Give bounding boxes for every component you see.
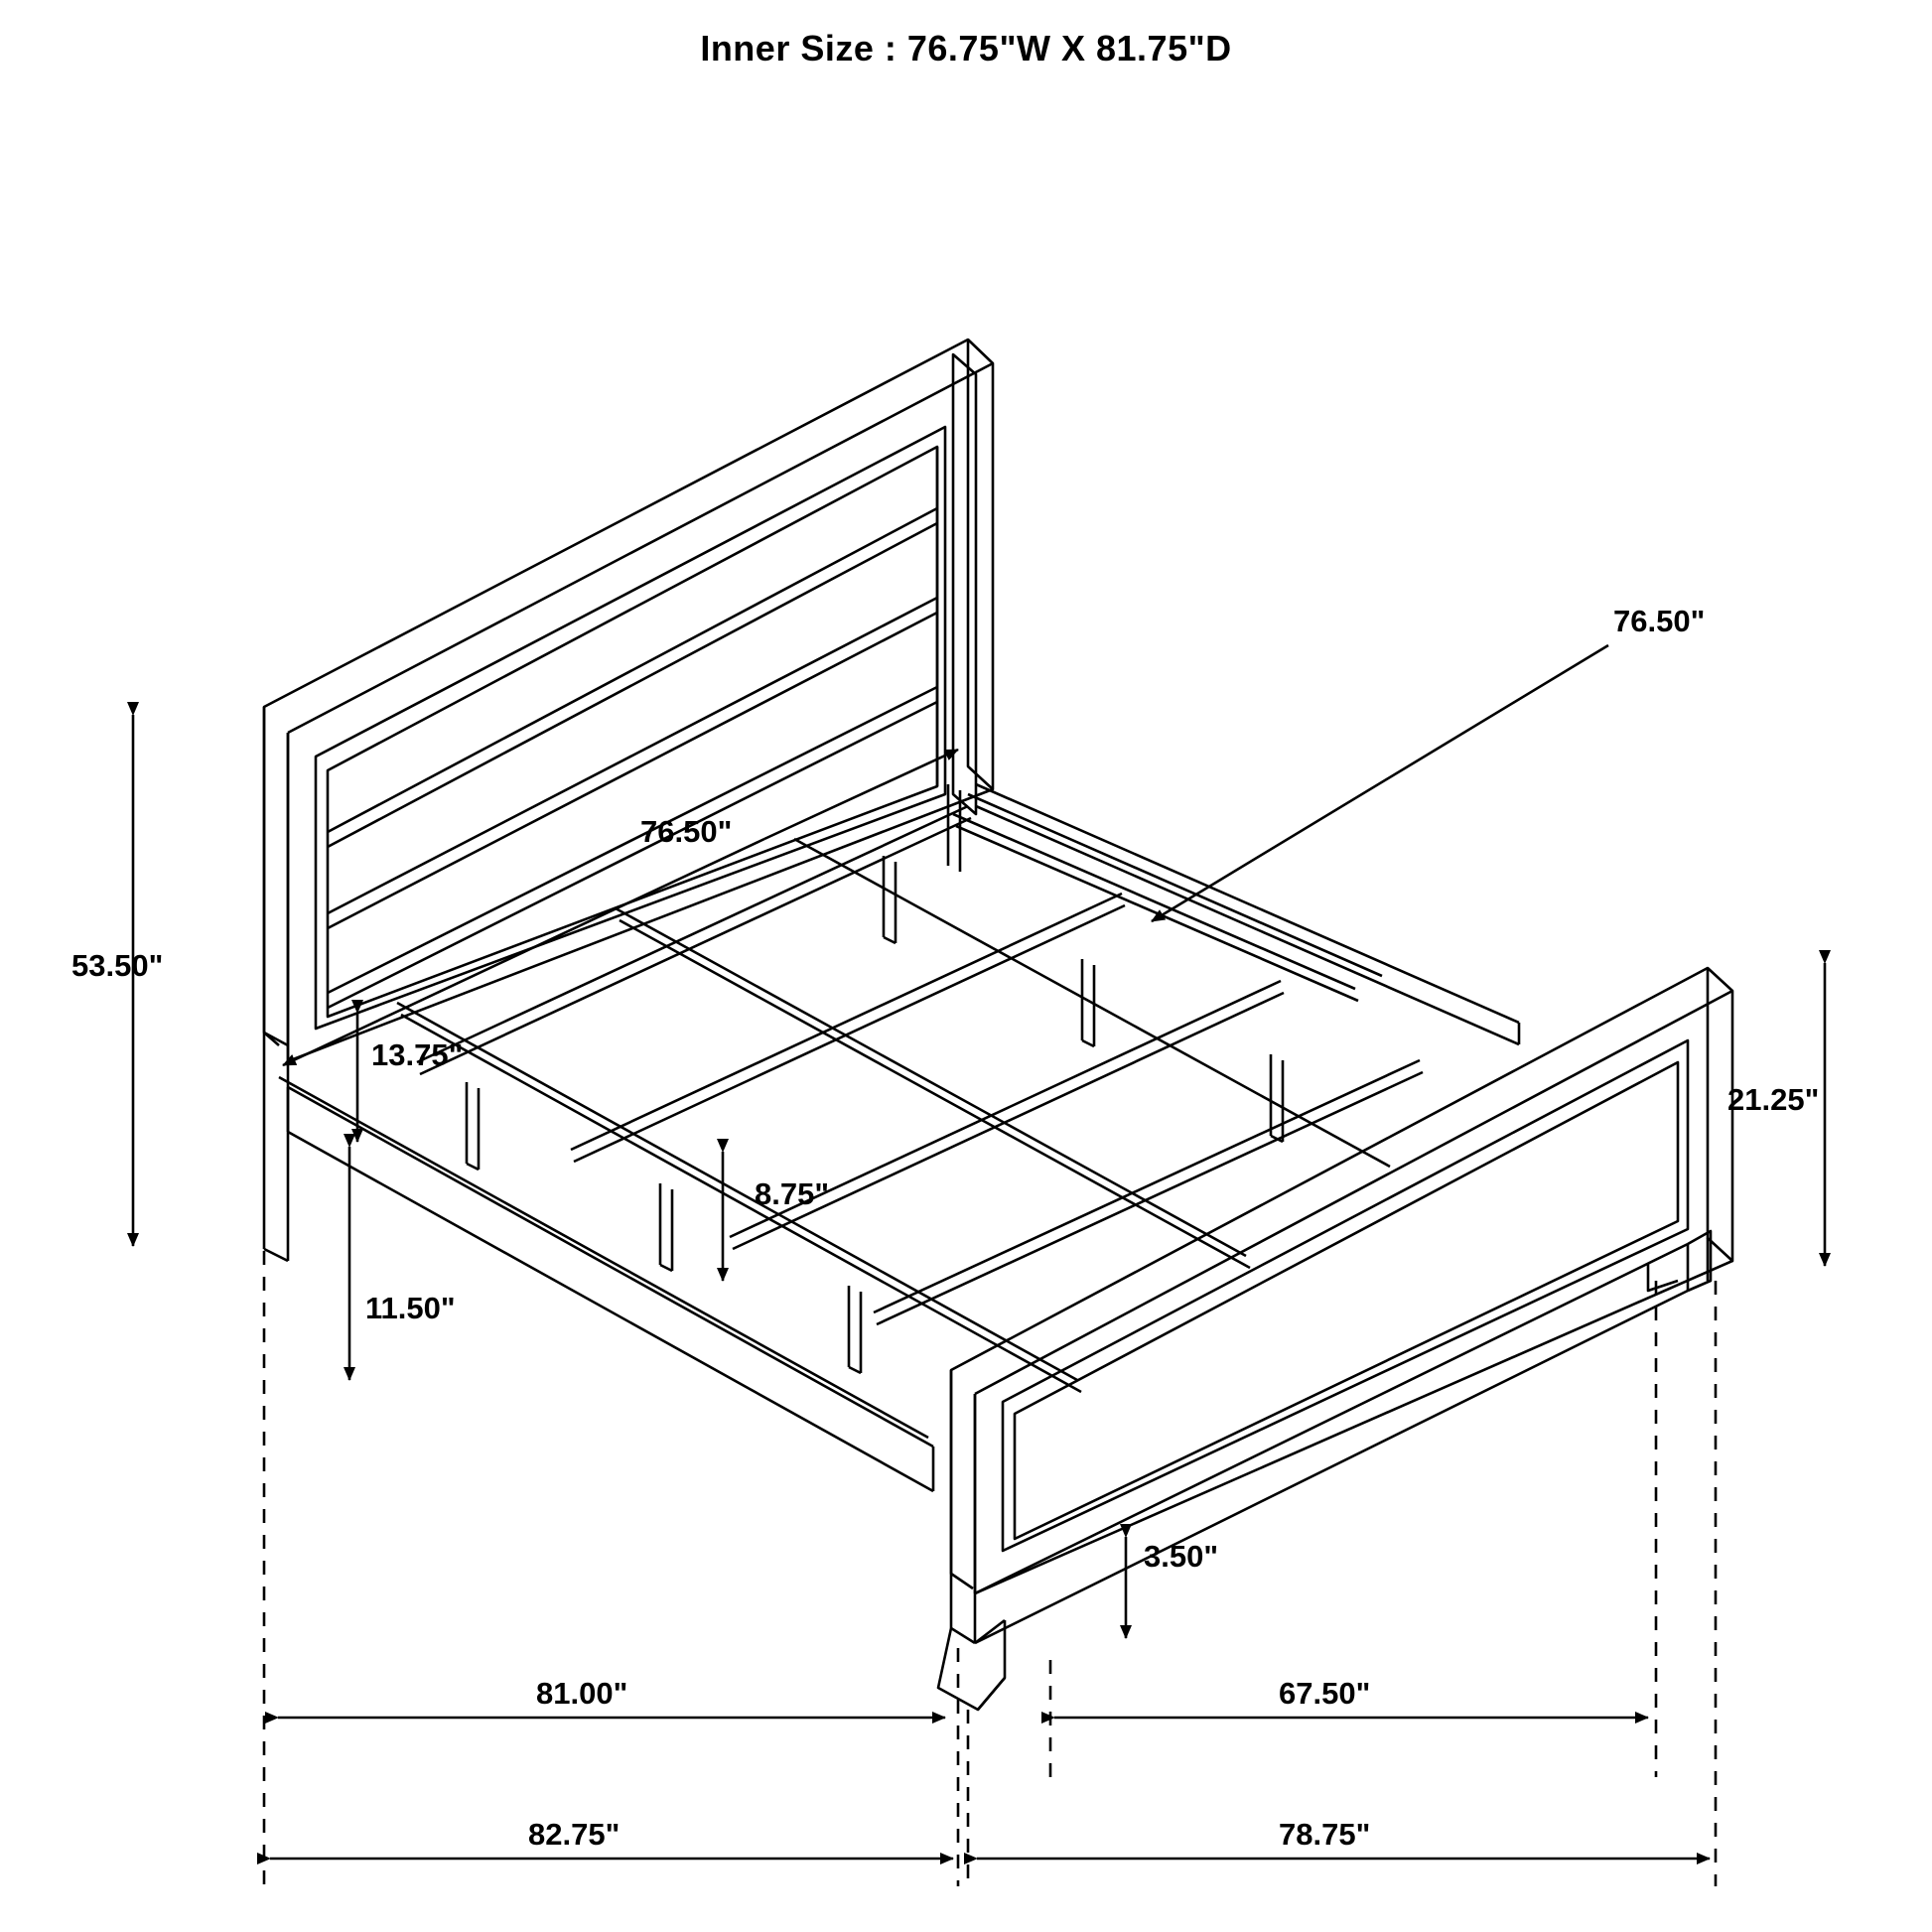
dimension-label-inner-width-leader: 76.50" xyxy=(1613,604,1706,638)
bed-geometry xyxy=(264,340,1732,1710)
dimension-lines xyxy=(133,645,1825,1886)
dimension-label-headboard-height: 53.50" xyxy=(71,948,164,983)
dimension-label-length-inner: 81.00" xyxy=(536,1676,628,1711)
dimension-label-footboard-clearance: 3.50" xyxy=(1144,1539,1219,1574)
dimension-label-footboard-inner: 67.50" xyxy=(1279,1676,1371,1711)
dimension-label-inner-width-top: 76.50" xyxy=(640,814,733,849)
dimension-label-headboard-gap: 13.75" xyxy=(371,1037,464,1072)
dimension-label-footboard-height: 21.25" xyxy=(1727,1082,1820,1117)
diagram-title: Inner Size : 76.75"W X 81.75"D xyxy=(700,28,1232,69)
dimension-label-rail-height: 11.50" xyxy=(365,1291,456,1325)
dimension-label-footboard-outer: 78.75" xyxy=(1279,1817,1371,1852)
dimension-label-length-outer: 82.75" xyxy=(528,1817,621,1852)
dimension-label-slat-height: 8.75" xyxy=(755,1176,830,1211)
